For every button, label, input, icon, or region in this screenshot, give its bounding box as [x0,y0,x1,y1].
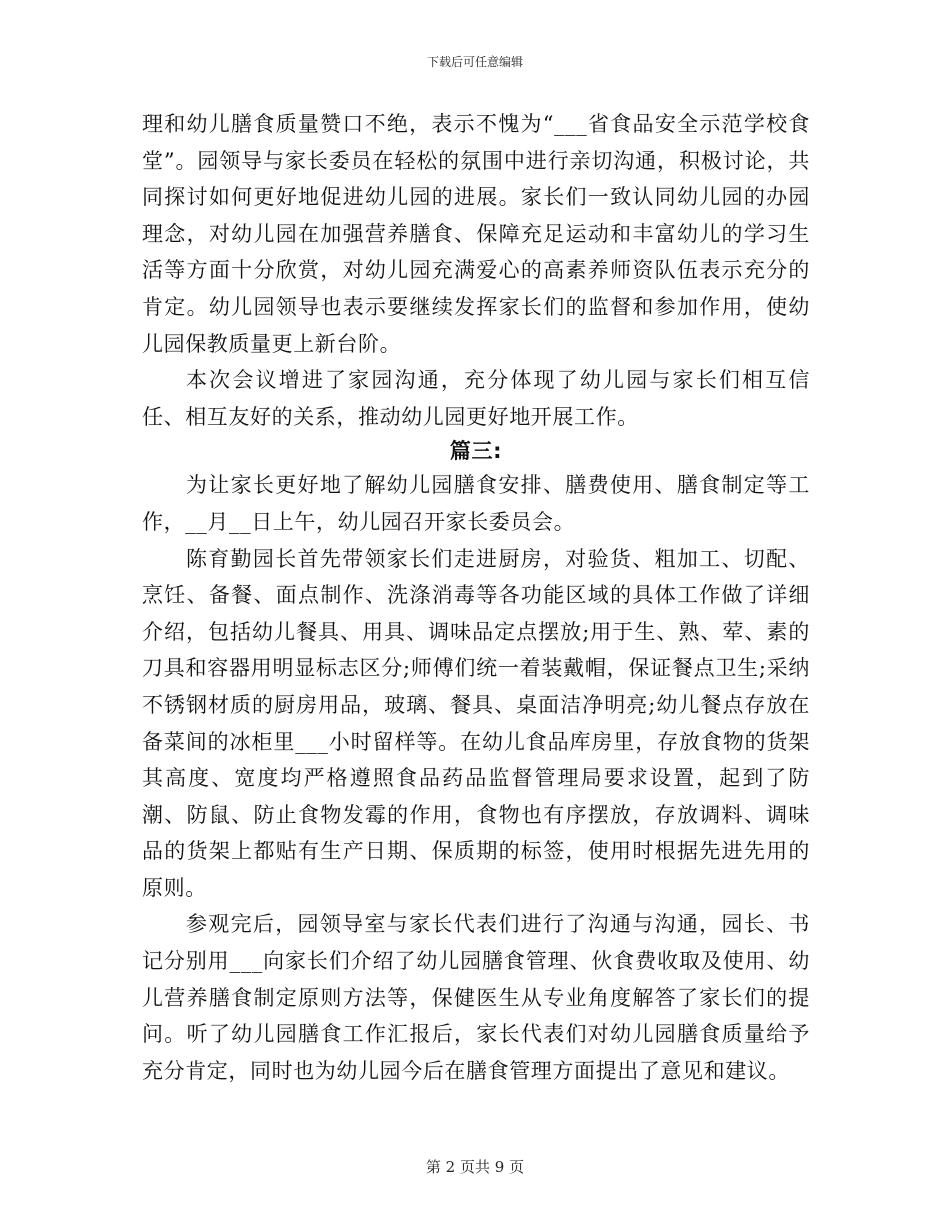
paragraph-3: 为让家长更好地了解幼儿园膳食安排、膳费使用、膳食制定等工作，__月__日上午，幼儿园召开家长委员会。 [142,473,810,534]
paragraph-1: 理和幼儿膳食质量赞口不绝，表示不愧为“___省食品安全示范学校食堂”。园领导与家长委员在轻松的氛围中进行亲切沟通，积极讨论，共同探讨如何更好地促进幼儿园的进展。家长们一致认同幼儿园的办园理念，对幼儿园在加强营养膳食、保障充足运动和丰富幼儿的学习生活等方面十分欣赏，对幼儿园充满爱心的高素养师资队伍表示充分的肯定。幼儿园领导也表示要继续发挥家长们的监督和参加作用，使幼儿园保教质量更上新台阶。 [142,112,810,356]
page-header: 下载后可任意编辑 [426,55,523,69]
document-body [142,106,810,1089]
paragraph-2: 本次会议增进了家园沟通，充分体现了幼儿园与家长们相互信任、相互友好的关系，推动幼儿园更好地开展工作。 [142,368,810,429]
paragraph-4: 陈育勤园长首先带领家长们走进厨房，对验货、粗加工、切配、烹饪、备餐、面点制作、洗涤消毒等各功能区域的具体工作做了详细介绍，包括幼儿餐具、用具、调味品定点摆放;用于生、熟、荤、素的刀具和容器用明显标志区分;师傅们统一着装戴帽，保证餐点卫生;采纳不锈钢材质的厨房用品，玻璃、餐具、桌面洁净明亮;幼儿餐点存放在备菜间的冰柜里___小时留样等。在幼儿食品库房里，存放食物的货架其高度、宽度均严格遵照食品药品监督管理局要求设置，起到了防潮、防鼠、防止食物发霉的作用，食物也有序摆放，存放调料、调味品的货架上都贴有生产日期、保质期的标签，使用时根据先进先用的原则。 [142,546,810,900]
section-title: 篇三: [449,439,503,464]
page-footer: 第 2 页共 9 页 [425,1158,525,1176]
paragraph-5: 参观完后，园领导室与家长代表们进行了沟通与沟通，园长、书记分别用___向家长们介绍了幼儿园膳食管理、伙食费收取及使用、幼儿营养膳食制定原则方法等，保健医生从专业角度解答了家长们的提问。听了幼儿园膳食工作汇报后，家长代表们对幼儿园膳食质量给予充分肯定，同时也为幼儿园今后在膳食管理方面提出了意见和建议。 [142,912,810,1083]
